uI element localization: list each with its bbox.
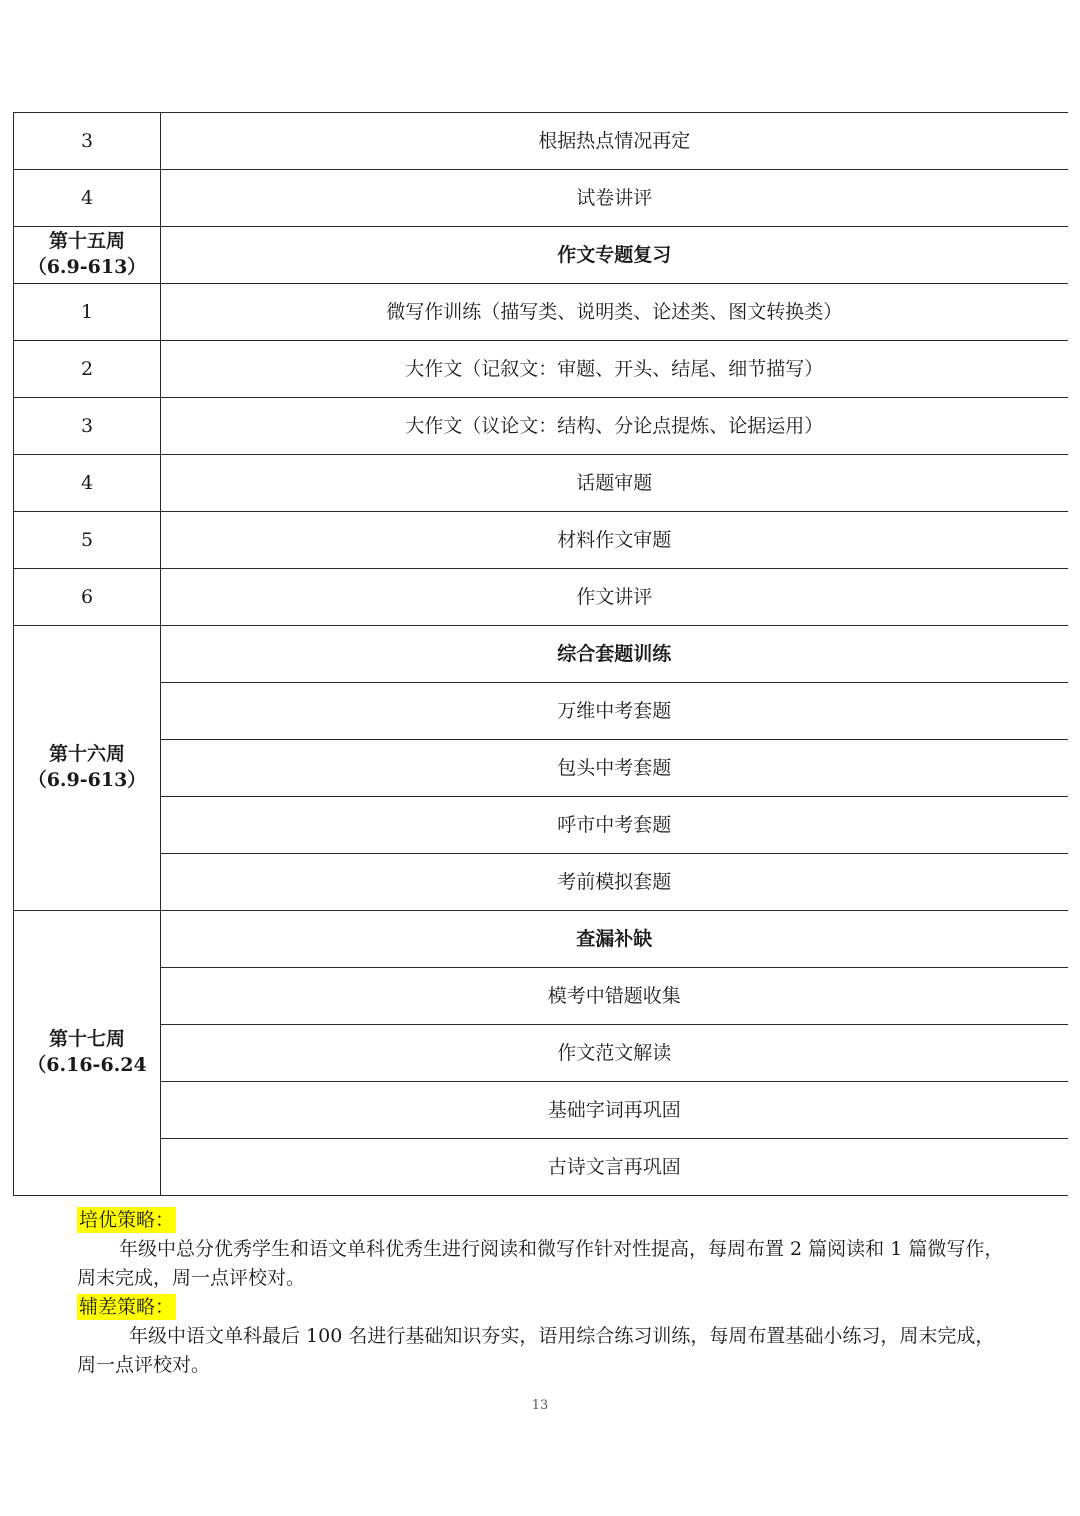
week-16-dates: （6.9-613） xyxy=(27,769,147,791)
row-number: 6 xyxy=(14,569,161,626)
week-15-header-row xyxy=(14,227,1068,284)
row-content: 话题审题 xyxy=(161,455,1068,512)
row-content: 包头中考套题 xyxy=(161,740,1068,797)
table-row xyxy=(14,797,1068,854)
row-number: 3 xyxy=(14,398,161,455)
week-16-heading: 综合套题训练 xyxy=(161,626,1068,683)
week-17-label xyxy=(14,911,161,1196)
table-row xyxy=(14,1139,1068,1196)
table-row xyxy=(14,1025,1068,1082)
row-number: 4 xyxy=(14,455,161,512)
table-row xyxy=(14,512,1068,569)
week-15-heading: 作文专题复习 xyxy=(161,227,1068,284)
table-row xyxy=(14,968,1068,1025)
table-row xyxy=(14,569,1068,626)
table-row xyxy=(14,113,1068,170)
row-content: 大作文（议论文：结构、分论点提炼、论据运用） xyxy=(161,398,1068,455)
peiyou-strategy-text: 年级中总分优秀学生和语文单科优秀生进行阅读和微写作针对性提高，每周布置 2 篇阅读和 1 篇微写作，周末完成，周一点评校对。 xyxy=(77,1238,1004,1289)
row-content: 材料作文审题 xyxy=(161,512,1068,569)
week-16-label xyxy=(14,626,161,911)
row-content: 考前模拟套题 xyxy=(161,854,1068,911)
row-content: 模考中错题收集 xyxy=(161,968,1068,1025)
row-content: 微写作训练（描写类、说明类、论述类、图文转换类） xyxy=(161,284,1068,341)
table-row xyxy=(14,341,1068,398)
row-content: 基础字词再巩固 xyxy=(161,1082,1068,1139)
row-number: 2 xyxy=(14,341,161,398)
page-number: 13 xyxy=(531,1398,549,1413)
week-17-dates: （6.16-6.24 xyxy=(27,1054,147,1076)
row-content: 古诗文言再巩固 xyxy=(161,1139,1068,1196)
week-15-label xyxy=(14,227,161,284)
row-content: 根据热点情况再定 xyxy=(161,113,1068,170)
week-15-title: 第十五周 xyxy=(48,230,125,253)
week-17-header-row xyxy=(14,911,1068,968)
row-number: 3 xyxy=(14,113,161,170)
table-row xyxy=(14,284,1068,341)
row-content: 作文讲评 xyxy=(161,569,1068,626)
table-row xyxy=(14,1082,1068,1139)
fucha-strategy-title: 辅差策略： xyxy=(79,1296,175,1318)
table-row xyxy=(14,398,1068,455)
row-content: 试卷讲评 xyxy=(161,170,1068,227)
table-row xyxy=(14,854,1068,911)
week-15-dates: （6.9-613） xyxy=(27,256,147,278)
fucha-strategy-text: 年级中语文单科最后 100 名进行基础知识夯实，语用综合练习训练，每周布置基础小练习，周末完成，周一点评校对。 xyxy=(77,1325,995,1376)
week-16-title: 第十六周 xyxy=(48,743,125,766)
table-row xyxy=(14,170,1068,227)
week-17-title: 第十七周 xyxy=(48,1028,125,1051)
row-content: 作文范文解读 xyxy=(161,1025,1068,1082)
row-number: 4 xyxy=(14,170,161,227)
row-content: 万维中考套题 xyxy=(161,683,1068,740)
week-16-header-row xyxy=(14,626,1068,683)
row-content: 大作文（记叙文：审题、开头、结尾、细节描写） xyxy=(161,341,1068,398)
table-row xyxy=(14,683,1068,740)
schedule-table xyxy=(13,112,1068,1196)
row-number: 1 xyxy=(14,284,161,341)
row-number: 5 xyxy=(14,512,161,569)
row-content: 呼市中考套题 xyxy=(161,797,1068,854)
strategy-notes xyxy=(77,1206,1007,1380)
table-row xyxy=(14,740,1068,797)
week-17-heading: 查漏补缺 xyxy=(161,911,1068,968)
peiyou-strategy-title: 培优策略： xyxy=(79,1209,175,1231)
table-row xyxy=(14,455,1068,512)
